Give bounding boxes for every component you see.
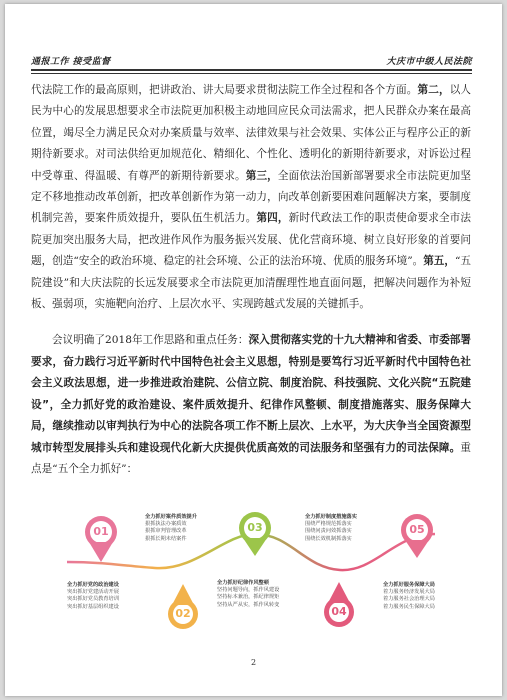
header-court-name: 大庆市中级人民法院 xyxy=(386,57,472,67)
item-04-number: 04 xyxy=(331,605,347,618)
item-01-text: 全力抓好党的政治建设 突出抓好党建活动开展 突出抓好党员教育培训 突出抓好基层组织建设 xyxy=(67,582,119,610)
paragraph-2: 会议明确了2018年工作思路和重点任务：深入贯彻落实党的十九大精神和省委、市委部署要求，奋力践行习近平新时代中国特色社会主义思想，特别是要笃行习近平新时代中国特色社会主义政法思想，进一步推进政治建院、公信立院、制度治院、科技强院、文化兴院“五院建设”，全力抓好党的政治建设、案件质效提升、纪律作风整顿、制度措施落实、服务保障大局，继续推动以审判执行为中心的法院各项工作不断上层次、上水平，为大庆争当全国资源型城市转型发展排头兵和建设现代化新大庆提供优质高效的司法服务和坚强有力的司法保障。重点是“五个全力抓好”： xyxy=(31,334,472,475)
pin-05-icon xyxy=(401,514,433,558)
item-05-text: 全力抓好服务保障大局 着力服务经济发展大局 着力服务社会治理大局 着力服务民生保障大局 xyxy=(383,582,435,610)
body-text xyxy=(31,80,471,480)
item-02-text: 全力抓好案件质效提升 狠抓执法办案质效 狠抓审判管理改革 狠抓长期未结案件 xyxy=(145,514,197,542)
header-rule-thick xyxy=(31,69,472,71)
item-04-text: 全力抓好制度措施落实 围绕严格规范抓落实 围绕问责问效抓落实 围绕长效机制抓落实 xyxy=(305,514,357,542)
point-marker-3: 第三， xyxy=(245,169,278,182)
document-page xyxy=(5,4,502,696)
item-05-number: 05 xyxy=(409,523,425,536)
item-01-number: 01 xyxy=(93,525,109,538)
header-rule-thin xyxy=(31,73,472,74)
paragraph-1: 代法院工作的最高原则，把讲政治、讲大局要求贯彻法院工作全过程和各个方面。第二，以人民为中心的发展思想要求全市法院更加积极主动地回应民众司法需求，把人民群众办案在最高位置，竭尽全力满足民众对办案质量与效率、法律效果与社会效果、实体公正与程序公正的新期待新要求。对司法供给更加规范化、精细化、个性化、透明化的新期待新要求，对诉讼过程中受尊重、得温暖、有尊严的新期待新要求。第三，全面依法治国新部署要求全市法院更加坚定不移地推动改革创新，把改革创新作为第一动力，向改革创新要困难问题解决方案，要制度机制完善，要案件质效提升，要队伍生机活力。第四，新时代政法工作的职责使命要求全市法院更加突出服务大局，把改进作风作为服务振兴发展、优化营商环境、树立良好形象的首要问题，创造“安全的政治环境、稳定的社会环境、公正的法治环境、优质的服务环境”。第五，“五院建设”和大庆法院的长远发展要求全市法院更加清醒理性地直面问题，把解决问题作为补短板、强弱项，实施靶向治疗、上层次水平、实现跨越式发展的关键抓手。 xyxy=(31,84,472,311)
point-marker-2: 第二， xyxy=(417,84,450,96)
header-slogan: 通报工作 接受监督 xyxy=(31,57,111,67)
item-02-number: 02 xyxy=(175,607,191,620)
five-priorities-infographic xyxy=(5,504,502,654)
point-marker-5: 第五， xyxy=(423,255,455,268)
item-03-text: 全力抓好纪律作风整顿 坚持问题导向，抓作风建设 坚持标本兼治，抓纪律规矩 坚持从严从实，抓作风转变 xyxy=(217,580,280,608)
page-number: 2 xyxy=(250,658,257,667)
pin-01-icon xyxy=(85,516,117,562)
key-tasks-bold: 深入贯彻落实党的十九大精神和省委、市委部署要求，奋力践行习近平新时代中国特色社会主义思想，特别是要笃行习近平新时代中国特色社会主义政法思想，进一步推进政治建院、公信立院、制度治院、科技强院、文化兴院“五院建设”，全力抓好党的政治建设、案件质效提升、纪律作风整顿、制度措施落实、服务保障大局，继续推动以审判执行为中心的法院各项工作不断上层次、上水平，为大庆争当全国资源型城市转型发展排头兵和建设现代化新大庆提供优质高效的司法服务和坚强有力的司法保障。 xyxy=(31,334,472,454)
item-03-number: 03 xyxy=(247,521,263,534)
pin-03-icon xyxy=(239,512,271,556)
point-marker-4: 第四， xyxy=(256,212,289,225)
